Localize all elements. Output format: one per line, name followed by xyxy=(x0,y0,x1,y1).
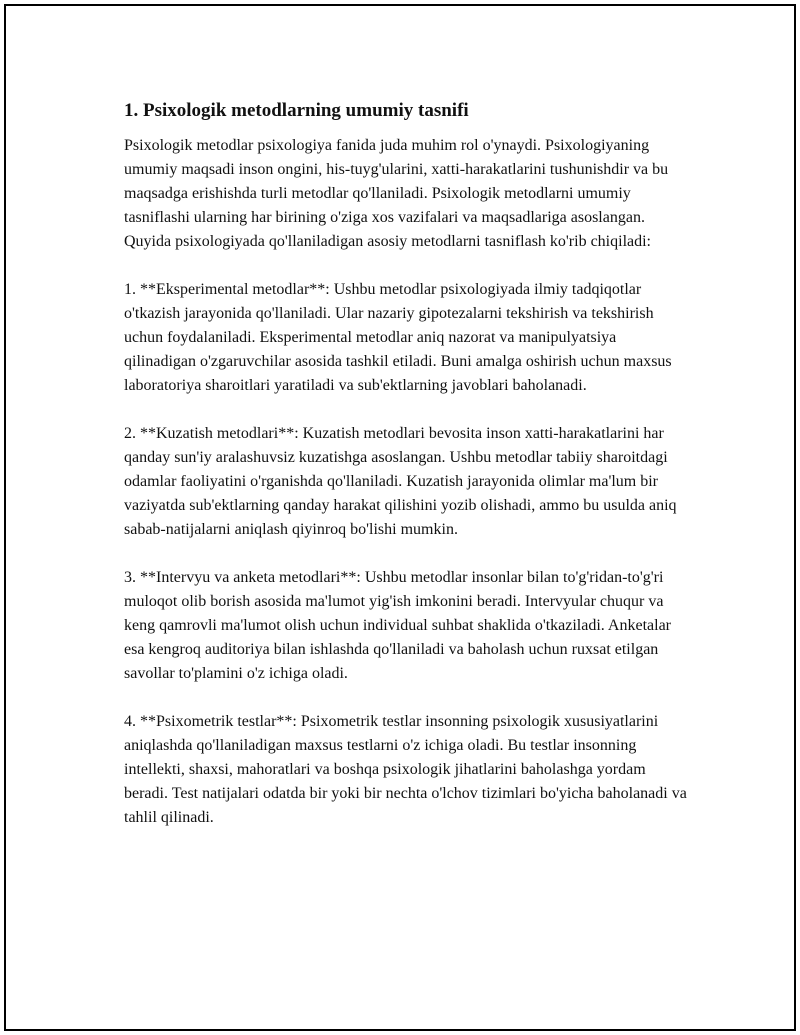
intro-paragraph: Psixologik metodlar psixologiya fanida juda muhim rol o'ynaydi. Psixologiyaning umumiy maqsadi inson ongini, his-tuyg'ularini, xatti-harakatlarini tushunishdir va bu maqsadga erishishda turli metodlar qo'llaniladi. Psixologik metodlarni umumiy tasniflashi ularning har birining o'ziga xos vazifalari va maqsadlariga asoslangan. Quyida psixologiyada qo'llaniladigan asosiy metodlarni tasniflash ko'rib chiqiladi: xyxy=(124,137,669,250)
paragraph-observation-methods: 2. **Kuzatish metodlari**: Kuzatish metodlari bevosita inson xatti-harakatlarini har qanday sun'iy aralashuvsiz kuzatishga asoslangan. Ushbu metodlar tabiiy sharoitdagi odamlar faoliyatini o'rganishda qo'llaniladi. Kuzatish jarayonida olimlar ma'lum bir vaziyatda sub'ektlarning qanday harakat qilishini yozib olishadi, ammo bu usulda aniq sabab-natijalarni aniqlash qiyinroq bo'lishi mumkin. xyxy=(124,425,677,538)
paragraph-experimental-methods: 1. **Eksperimental metodlar**: Ushbu metodlar psixologiyada ilmiy tadqiqotlar o'tkazish jarayonida qo'llaniladi. Ular nazariy gipotezalarni tekshirish va tekshirish uchun foydalaniladi. Eksperimental metodlar aniq nazorat va manipulyatsiya qilinadigan o'zgaruvchilar asosida tashkil etiladi. Buni amalga oshirish uchun maxsus laboratoriya sharoitlari yaratiladi va sub'ektlarning javoblari baholanadi. xyxy=(124,281,672,394)
paragraph-psychometric-tests: 4. **Psixometrik testlar**: Psixometrik testlar insonning psixologik xususiyatlarini aniqlashda qo'llaniladigan maxsus testlarni o'z ichiga oladi. Bu testlar insonning intellekti, shaxsi, mahoratlari va boshqa psixologik jihatlarini baholashga yordam beradi. Test natijalari odatda bir yoki bir nechta o'lchov tizimlari bo'yicha baholanadi va tahlil qilinadi. xyxy=(124,713,687,826)
section-heading: 1. Psixologik metodlarning umumiy tasnifi xyxy=(124,100,469,121)
page-frame xyxy=(4,4,796,1031)
paragraph-interview-survey-methods: 3. **Intervyu va anketa metodlari**: Ushbu metodlar insonlar bilan to'g'ridan-to'g'ri muloqot olib borish asosida ma'lumot yig'ish imkonini beradi. Intervyular chuqur va keng qamrovli ma'lumot olish uchun individual suhbat shaklida o'tkaziladi. Anketalar esa kengroq auditoriya bilan ishlashda qo'llaniladi va baholash uchun ruxsat etilgan savollar to'plamini o'z ichiga oladi. xyxy=(124,569,671,682)
document-body xyxy=(120,98,692,854)
